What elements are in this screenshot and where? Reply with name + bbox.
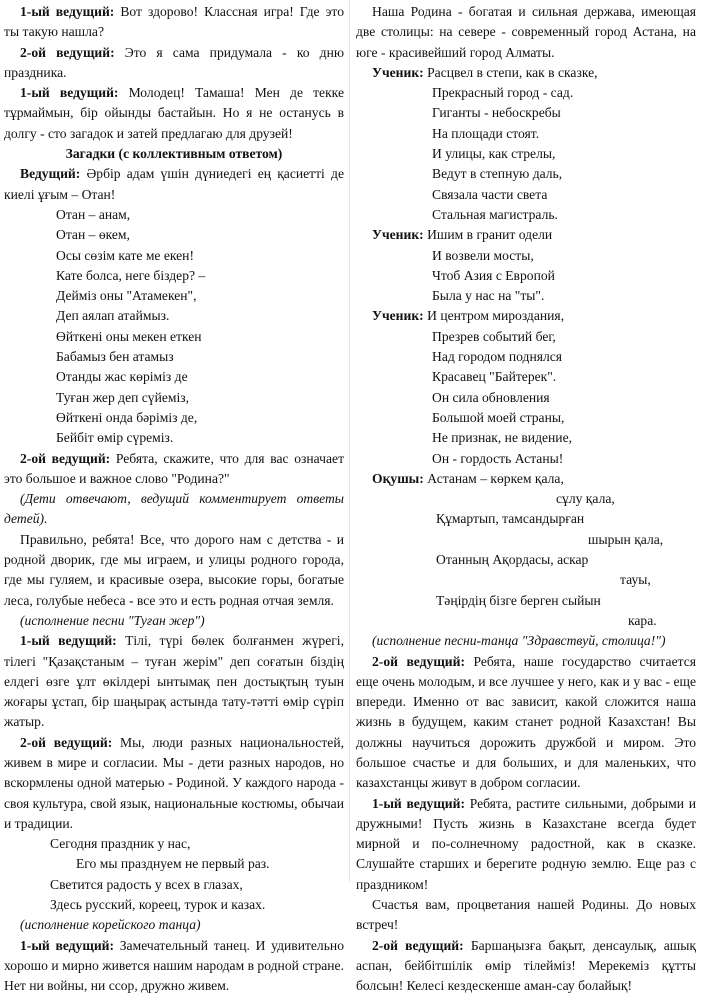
verse-line: Здесь русский, кореец, турок и казах. xyxy=(50,897,266,913)
verse-line: И возвели мосты, xyxy=(432,247,534,263)
speaker-label: Ученик: xyxy=(372,227,424,243)
column-divider xyxy=(349,0,350,882)
verse-line: Тәңірдің бізге берген сыйын xyxy=(436,592,601,608)
speaker-label: 1-ый ведущий: xyxy=(372,795,465,811)
paragraph xyxy=(4,164,344,205)
paragraph xyxy=(4,936,344,997)
heading-text: Загадки (с коллективным ответом) xyxy=(65,146,283,162)
verse-line: Гиганты - небоскребы xyxy=(432,105,561,121)
verse-line: Он - гордость Астаны! xyxy=(432,450,564,466)
speaker-label: 2-ой ведущий: xyxy=(20,450,111,466)
paragraph xyxy=(4,530,344,611)
verse-line: Презрев событий бег, xyxy=(432,328,556,344)
paragraph xyxy=(4,733,344,834)
right-column xyxy=(356,2,696,997)
paragraph-text: Вот здорово! Классная игра! Где это ты такую нашла? xyxy=(4,4,344,40)
paragraph xyxy=(356,306,696,326)
speaker-label: Ведущий: xyxy=(20,166,81,182)
stage-direction: (исполнение песни-танца "Здравствуй, столица!") xyxy=(372,633,666,649)
verse-line: Над городом поднялся xyxy=(432,349,563,365)
verse-line: шырын қала, xyxy=(588,531,664,547)
verse-line: Прекрасный город - сад. xyxy=(432,85,574,101)
paragraph-text: Правильно, ребята! Все, что дорого нам с детства - и родной дворик, где мы играем, и улицы родного города, где мы гуляем, и красивые озера, высокие горы, богатые леса, голубые небеса - все это и есть родная отчая земля. xyxy=(4,531,344,608)
paragraph xyxy=(356,63,696,83)
stage-direction: (Дети отвечают, ведущий комментирует ответы детей). xyxy=(4,491,344,527)
verse-line: тауы, xyxy=(620,572,651,588)
paragraph-text: И центром мироздания, xyxy=(423,308,565,324)
verse-line: Красавец "Байтерек". xyxy=(432,369,557,385)
paragraph xyxy=(4,2,344,43)
verse-line: Отанды жас көріміз де xyxy=(56,369,188,385)
paragraph-text: Молодец! Тамаша! Мен де текке тұрмаймын, бір ойынды бастайын. Но я не останусь в долгу - сто загадок и затей предлагаю для друзей! xyxy=(4,85,344,141)
paragraph xyxy=(356,469,696,489)
paragraph-text: Мы, люди разных национальностей, живем в мире и согласии. Мы - дети разных народов, но вскормлены одной матерью - Родиной. У каждого народа - своя культура, свой язык, национальные костюмы, обычаи и традиции. xyxy=(4,734,345,831)
speaker-label: 1-ый ведущий: xyxy=(20,937,115,953)
stage-direction: (исполнение песни "Туған жер") xyxy=(20,612,205,628)
verse-line: Светится радость у всех в глазах, xyxy=(50,876,243,892)
paragraph xyxy=(356,2,696,63)
paragraph-text: Ребята, наше государство считается еще очень молодым, и все лучшее у него, как и у вас - еще впереди. Именно от вас зависит, какой сложится наша жизнь в будущем, каким станет родной Казахстан! Вы должны научиться дорожить дружбой и миром. Это большое счастье и для больших, и для маленьких, что казахстанцы живут в добром согласии. xyxy=(356,653,696,791)
speaker-label: Оқушы: xyxy=(372,470,424,486)
verse-line: Была у нас на "ты". xyxy=(432,288,545,304)
verse-line: Отанның Ақордасы, аскар xyxy=(436,552,589,568)
verse-line: На площади стоят. xyxy=(432,125,540,141)
stage-direction: (исполнение корейского танца) xyxy=(20,917,201,933)
paragraph-text: Наша Родина - богатая и сильная держава, имеющая две столицы: на севере - современный город Астана, на юге - красивейший город Алматы. xyxy=(356,4,696,60)
verse-line: Отан – анам, xyxy=(56,206,131,222)
paragraph-text: Расцвел в степи, как в сказке, xyxy=(423,64,598,80)
paragraph xyxy=(4,631,344,732)
verse-line: Чтоб Азия с Европой xyxy=(432,267,555,283)
paragraph xyxy=(356,794,696,895)
paragraph xyxy=(356,225,696,245)
paragraph-text: Астанам – көркем қала, xyxy=(423,470,564,486)
verse-line: Большой моей страны, xyxy=(432,409,565,425)
paragraph-text: Счастья вам, процветания нашей Родины. До новых встреч! xyxy=(356,897,696,933)
verse-line: Деймiз оны "Атамекен", xyxy=(56,288,197,304)
paragraph-text: Ребята, растите сильными, добрыми и дружными! Пусть жизнь в Казахстане всегда будет мирной и по-солнечному радостной, как в сказке. Слушайте старших и берегите родную землю. Еще раз с праздником! xyxy=(356,795,696,892)
verse-line: Өйткені онда бәріміз де, xyxy=(56,409,198,425)
verse-line: Құмартып, тамсандырған xyxy=(436,511,585,527)
paragraph xyxy=(356,652,696,794)
verse-line: Деп аялап атаймыз. xyxy=(56,308,170,324)
paragraph xyxy=(4,83,344,144)
verse-line: И улицы, как стрелы, xyxy=(432,146,556,162)
paragraph-text: Баршаңызға бақыт, денсаулық, ашық аспан, бейбітшілік өмір тілейміз! Мерекеміз құтты болсын! Келесі кездескенше аман-сау болайық! xyxy=(356,937,697,994)
speaker-label: 1-ый ведущий: xyxy=(20,633,117,649)
speaker-label: 2-ой ведущий: xyxy=(372,937,464,953)
verse-line: Его мы празднуем не первый раз. xyxy=(76,856,270,872)
verse-line: Связала части света xyxy=(432,186,548,202)
verse-line: Кате болса, неге біздер? – xyxy=(56,267,206,283)
verse-line: Ведут в степную даль, xyxy=(432,166,563,182)
paragraph-text: Ребята, скажите, что для вас означает это большое и важное слово "Родина?" xyxy=(4,450,345,486)
speaker-label: 1-ый ведущий: xyxy=(20,4,115,19)
verse-line: Стальная магистраль. xyxy=(432,206,558,222)
verse-line: кара. xyxy=(628,612,657,628)
paragraph-text: Әрбір адам үшін дүниедегі ең қасиетті де киелі ұғым – Отан! xyxy=(4,166,344,202)
paragraph-text: Замечательный танец. И удивительно хорошо и мирно живется нашим народам в родной стране. Нет ни войны, ни ссор, дружно живем. xyxy=(4,937,344,994)
paragraph xyxy=(356,936,696,997)
verse-line: Бабамыз бен атамыз xyxy=(56,349,174,365)
verse-line: Сегодня праздник у нас, xyxy=(50,836,191,852)
speaker-label: 1-ый ведущий: xyxy=(20,85,119,101)
paragraph-text: Ишим в гранит одели xyxy=(423,227,553,243)
verse-line: Он сила обновления xyxy=(432,389,550,405)
verse-line: сұлу қала, xyxy=(556,491,615,507)
speaker-label: Ученик: xyxy=(372,64,424,80)
speaker-label: Ученик: xyxy=(372,308,424,324)
paragraph xyxy=(356,895,696,936)
speaker-label: 2-ой ведущий: xyxy=(20,44,115,60)
paragraph-text: Тілі, түрі бөлек болғанмен жүрегі, тілегі "Қазақстаным – туған жерім" деп соғатын біздің елдегі өзге ұлт өкілдері ынтымақ пен достықтың туын жоғары ұстап, бір шаңырақ астында тату-тәтті өмір сүріп жатыр. xyxy=(4,633,344,730)
paragraph xyxy=(4,449,344,490)
verse-line: Өйткені оны мекен еткен xyxy=(56,328,202,344)
verse-line: Осы сөзім кате ме екен! xyxy=(56,247,194,263)
paragraph-text: Это я сама придумала - ко дню праздника. xyxy=(4,44,345,80)
paragraph xyxy=(4,43,344,84)
verse-line: Бейбіт өмір сүреміз. xyxy=(56,430,174,446)
verse-line: Отан – өкем, xyxy=(56,227,130,243)
speaker-label: 2-ой ведущий: xyxy=(372,653,465,669)
speaker-label: 2-ой ведущий: xyxy=(20,734,113,750)
section-heading xyxy=(4,144,344,164)
left-column xyxy=(4,2,344,997)
verse-line: Не признак, не видение, xyxy=(432,430,573,446)
verse-line: Туған жер деп сүйеміз, xyxy=(56,389,190,405)
